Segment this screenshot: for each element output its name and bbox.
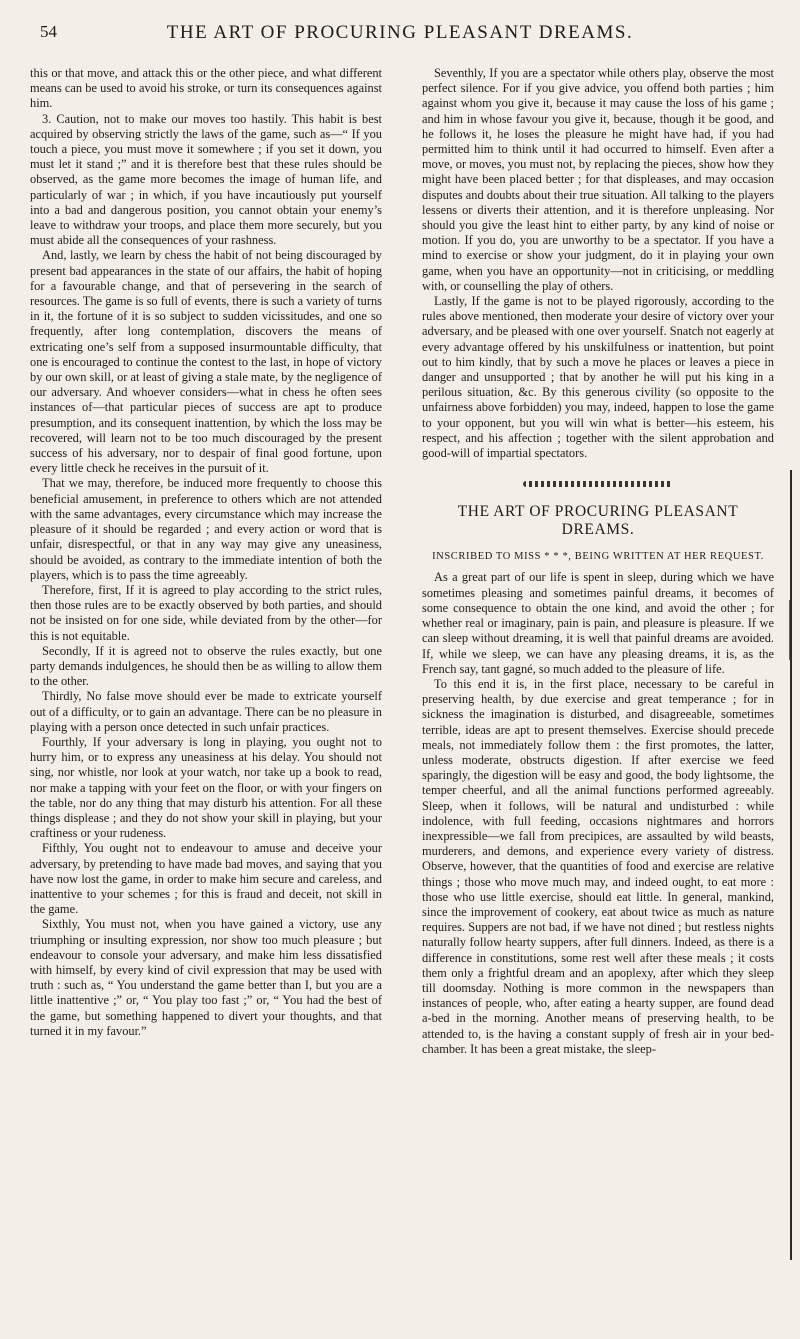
section-inscription: INSCRIBED TO MISS * * *, BEING WRITTEN AT HER REQUEST. [432,551,764,563]
paragraph: Lastly, If the game is not to be played rigorously, according to the rules above mentioned, then moderate your desire of victory over your adversary, and be pleased with one over yourself. Snatch not eagerly at every advantage offered by his unskilfulness or inattention, but point out to him kindly, that by such a move he places or leaves a piece in danger and unsupported ; that by another he will put his king in a perilous situation, &c. By this generous civility (so opposite to the unfairness above forbidden) you may, indeed, happen to lose the game to your opponent, but you will win what is better—his esteem, his respect, and his affection ; together with the silent approbation and good-will of impartial spectators. [422,294,774,461]
paragraph: Therefore, first, If it is agreed to play according to the strict rules, then those rules are to be exactly observed by both parties, and should not be insisted on for one side, while deviated from by the other—for this is not equitable. [30,582,382,643]
section-title-line: DREAMS. [561,521,635,539]
page-header [40,22,760,56]
paragraph: And, lastly, we learn by chess the habit of not being discouraged by present bad appearances in the state of our affairs, the habit of hoping for a favourable change, and that of persevering in the search of resources. The game is so full of events, there is such a variety of turns in it, the fortune of it is so subject to sudden vicissitudes, and one so frequently, after long contemplation, discovers the means of extricating one’s self from a supposed insurmountable difficulty, that one is encouraged to continue the contest to the last, in hope of victory by our own skill, or at least of giving a stale mate, by the negligence of our adversary. And whoever considers—what in chess he often sees instances of—that particular pieces of success are apt to produce presumption, and its consequent inattention, by which the loss may be recovered, will learn not to be too much discouraged by the present success of his adversary, nor to despair of final good fortune, upon every little check he receives in the pursuit of it. [30,248,383,476]
paragraph: To this end it is, in the first place, necessary to be careful in preserving health, by due exercise and great temperance ; for in sickness the imagination is disturbed, and disagreeable, sometimes terrible, ideas are apt to present themselves. Exercise should precede meals, not immediately follow them : the first promotes, the latter, unless moderate, obstructs digestion. If after exercise we feed sparingly, the digestion will be easy and good, the body lightsome, the temper cheerful, and all the animal functions performed agreeably. Sleep, when it follows, will be natural and undisturbed : while indolence, with full feeding, occasions nightmares and horrors inexpressible—we fall from precipices, are assaulted by wild beasts, murderers, and demons, and experience every variety of distress. Observe, however, that the quantities of food and exercise are relative things ; those who move much may, and indeed ought, to eat more : those who use little exercise, should eat little. In general, mankind, since the improvement of cookery, eat about twice as much as nature requires. Suppers are not bad, if we have not dined ; but restless nights naturally follow hearty suppers, after full dinners. Indeed, as there is a difference in constitutions, some rest well after these meals ; it costs them only a frightful dream and an apoplexy, after which they sleep till doomsday. Nothing is more common in the newspapers than instances of people, who, after eating a hearty supper, are found dead a-bed in the morning. Another means of preserving health, to be attended to, is the having a constant supply of fresh air in your bed-chamber. It has been a great mistake, the sleep- [422,676,774,1056]
paragraph: Thirdly, No false move should ever be made to extricate yourself out of a difficulty, or to gain an advantage. There can be no pleasure in playing with a person once detected in such unfair practices. [30,689,382,734]
paragraph: Fourthly, If your adversary is long in playing, you ought not to hurry him, or to express any uneasiness at his delay. You should not sing, nor whistle, nor look at your watch, nor take up a book to read, nor make a tapping with your feet on the floor, or with your fingers on the table, nor do any thing that may disturb his attention. For all these things displease ; and they do not show your skill in playing, but your craftiness or your rudeness. [30,734,382,841]
paragraph: Fifthly, You ought not to endeavour to amuse and deceive your adversary, by pretending to have made bad moves, and saying that you have now lost the game, in order to make him secure and careless, and inattentive to your schemes ; for this is fraud and deceit, not skill in the game. [30,841,382,917]
page-number: 54 [40,22,57,41]
paragraph: Sixthly, You must not, when you have gained a victory, use any triumphing or insulting expression, nor show too much pleasure ; but endeavour to console your adversary, and make him less dissatisfied with himself, by every kind of civil expression that may be used with truth : such as, “ You understand the game better than I, but you are a little inattentive ;” or, “ You play too fast ;” or, “ You had the best of the game, but something happened to divert your thoughts, and that turned it in my favour.” [30,917,382,1038]
right-column [422,66,774,1057]
section-title-line: THE ART OF PROCURING PLEASANT [457,503,739,521]
page-edge-line [790,470,792,1260]
running-title: THE ART OF PROCURING PLEASANT DREAMS. [166,22,634,43]
paragraph: As a great part of our life is spent in sleep, during which we have sometimes pleasing and sometimes painful dreams, it becomes of some consequence to obtain the one kind, and avoid the other ; for whether real or imaginary, pain is pain, and pleasure is pleasure. If we can sleep without dreaming, it is well that painful dreams are avoided. If, while we sleep, we can have any pleasing dreams, it is, as the French say, tant gagné, so much added to the pleasure of life. [422,570,774,676]
paragraph: this or that move, and attack this or the other piece, and what different means can be used to avoid his stroke, or turn its consequences against him. [30,66,382,111]
paragraph: 3. Caution, not to make our moves too hastily. This habit is best acquired by observing strictly the laws of the game, such as—“ If you touch a piece, you must move it somewhere ; if you set it down, you must let it stand ;” and it is therefore best that these rules should be observed, as the game more becomes the image of human life, and particularly of war ; in which, if you have incautiously put yourself into a bad and dangerous position, you cannot obtain your enemy’s leave to withdraw your troops, and place them more securely, but you must abide all the consequences of your rashness. [30,111,382,248]
page-edge-mark [783,600,790,660]
left-column [30,66,382,1039]
paragraph: Seventhly, If you are a spectator while others play, observe the most perfect silence. For if you give advice, you offend both parties ; him against whom you give it, because it may cause the loss of his game ; and him in whose favour you give it, because, though it be good, and he follows it, he loses the pleasure he might have had, if you had permitted him to think until it had occurred to himself. Even after a move, or moves, you must not, by replacing the pieces, show how they might have been placed better ; for that displeases, and may occasion disputes and doubts about their true situation. All talking to the players lessens or diverts their attention, and it is therefore unpleasing. Nor should you give the least hint to either party, by any kind of noise or motion. If you do, you are unworthy to be a spectator. If you have a mind to exercise or show your judgment, do it in playing your own game, when you have an opportunity—not in criticising, or meddling with, or counselling the play of others. [422,66,774,293]
paragraph: Secondly, If it is agreed not to observe the rules exactly, but one party demands indulgences, he should then be as willing to allow them to the other. [30,643,382,689]
paragraph: That we may, therefore, be induced more frequently to choose this beneficial amusement, in preference to others which are not attended with the same advantages, every circumstance which may increase the pleasure of it should be regarded ; and every action or word that is unfair, disrespectful, or that in any way may give any uneasiness, should be avoided, as contrary to the immediate intention of both the players, which is to pass the time agreeably. [30,476,382,582]
section-title [422,503,774,539]
ornamental-divider [523,481,673,487]
